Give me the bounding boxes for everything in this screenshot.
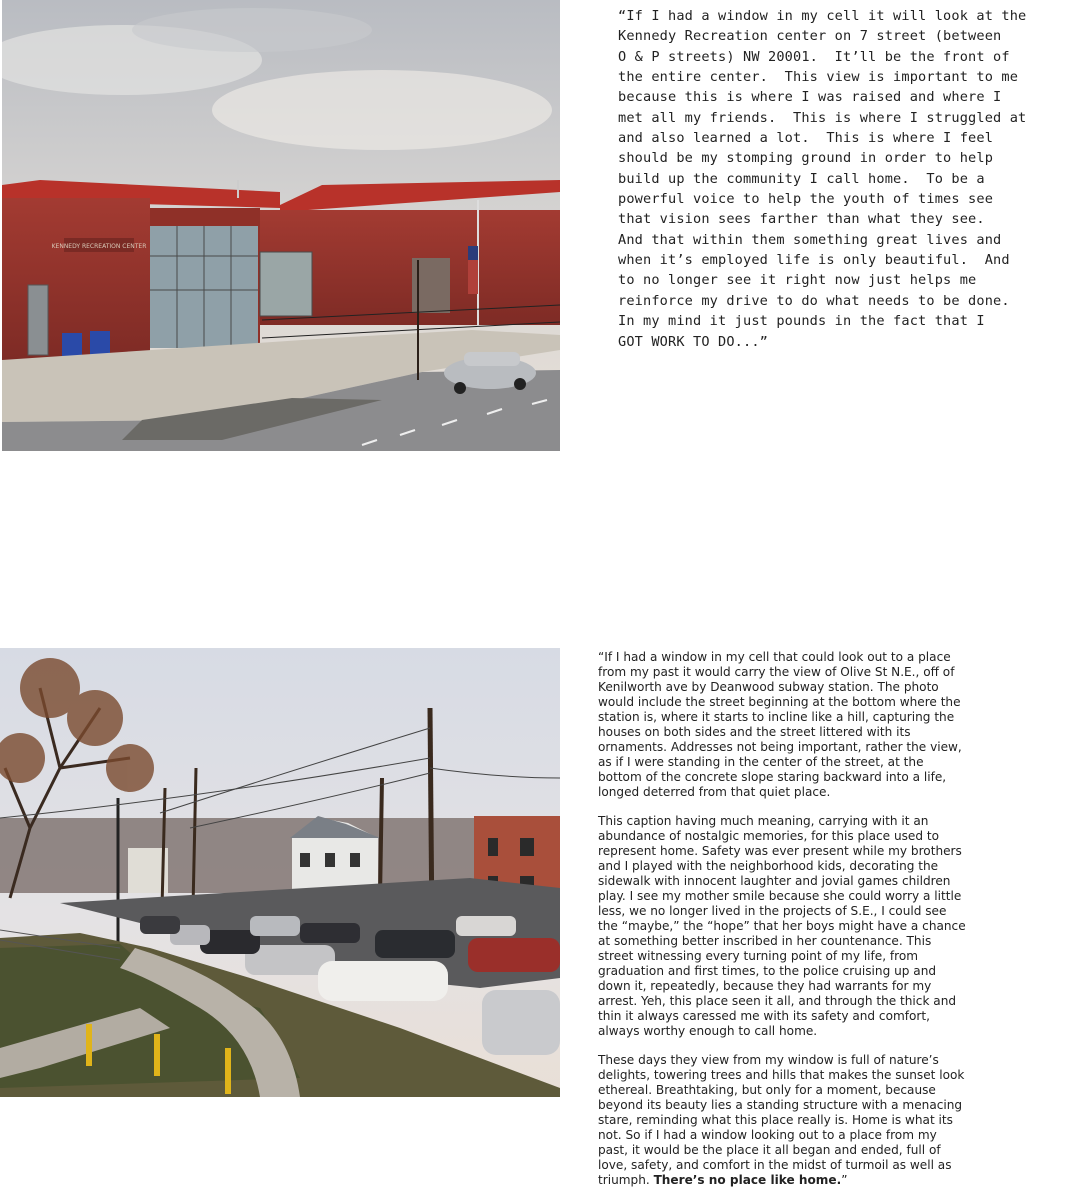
olive-street-illustration <box>0 648 560 1097</box>
caption-line: when it’s employed life is only beautiful. And <box>618 252 1010 269</box>
caption-line: build up the community I call home. To be a <box>618 170 985 187</box>
building-sign: KENNEDY RECREATION CENTER <box>51 243 147 250</box>
caption-line: powerful voice to help the youth of times see <box>618 191 994 208</box>
caption-line: And that within them something great lives and <box>618 231 1002 248</box>
caption-paragraph-3-text: These days they view from my window is full of nature’s delights, towering trees and hills that makes the sunset look ethereal. Breathtaking, but only for a moment, because beyond its beauty lies a standing structure with a menacing stare, reminding what this place really is. Home is what its not. So if I had a window looking out to a place from my past, it would be the place it all began and ended, full of love, safety, and comfort in the midst of turmoil as well as triumph. <box>598 1053 965 1187</box>
caption-line: met all my friends. This is where I struggled at <box>618 109 1027 126</box>
no-place-like-home-emphasis: There’s no place like home. <box>653 1173 842 1187</box>
kennedy-rec-quote <box>618 6 1027 352</box>
caption-line: Kennedy Recreation center on 7 street (between <box>618 28 1002 45</box>
caption-line: the entire center. This view is important to me <box>618 69 1019 86</box>
kennedy-rec-caption <box>618 6 1027 352</box>
recreation-center-photo <box>2 0 560 451</box>
recreation-center-illustration <box>2 0 560 451</box>
caption-line: because this is where I was raised and where I <box>618 89 1002 106</box>
caption-line: GOT WORK TO DO...” <box>618 333 769 350</box>
caption-line: “If I had a window in my cell it will look at the <box>618 8 1027 24</box>
caption-line: should be my stomping ground in order to help <box>618 150 994 167</box>
caption-paragraph-1: “If I had a window in my cell that could look out to a place from my past it would carry the view of Olive St N.E., off of Kenilworth ave by Deanwood subway station. The photo would include the street beginning at the bottom where the station is, where it starts to incline like a hill, capturing the houses on both sides and the street littered with its ornaments. Addresses not being important, rather the view, as if I were standing in the center of the street, at the bottom of the concrete slope staring backward into a life, longed deterred from that quiet place. <box>598 650 962 799</box>
caption-paragraph-2: This caption having much meaning, carrying with it an abundance of nostalgic memories, for this place used to represent home. Safety was ever present while my brothers and I played with the neighborhood kids, decorating the sidewalk with innocent laughter and jovial games children play. I see my mother smile because she could worry a little less, we no longer lived in the projects of S.E., I could see the “maybe,” the “hope” that her boys might have a chance at something better inscribed in her countenance. This street witnessing every turning point of my life, from graduation and first times, to the police cruising up and down it, repeatedly, because they had warrants for my arrest. Yeh, this place seen it all, and through the thick and thin it always caressed me with its safety and comfort, always worthy enough to call home. <box>598 814 966 1038</box>
caption-line: O & P streets) NW 20001. It’ll be the front of <box>618 48 1010 65</box>
caption-line: and also learned a lot. This is where I feel <box>618 130 994 147</box>
closing-quote: ” <box>841 1173 848 1187</box>
caption-line: reinforce my drive to do what needs to be done. <box>618 292 1010 309</box>
olive-street-photo <box>0 648 560 1097</box>
caption-line: In my mind it just pounds in the fact that I <box>618 313 985 330</box>
caption-line: to no longer see it right now just helps me <box>618 272 977 289</box>
caption-line: that vision sees farther than what they see. <box>618 211 985 228</box>
olive-street-caption <box>598 650 1018 1202</box>
caption-paragraph-3 <box>598 1053 1018 1188</box>
